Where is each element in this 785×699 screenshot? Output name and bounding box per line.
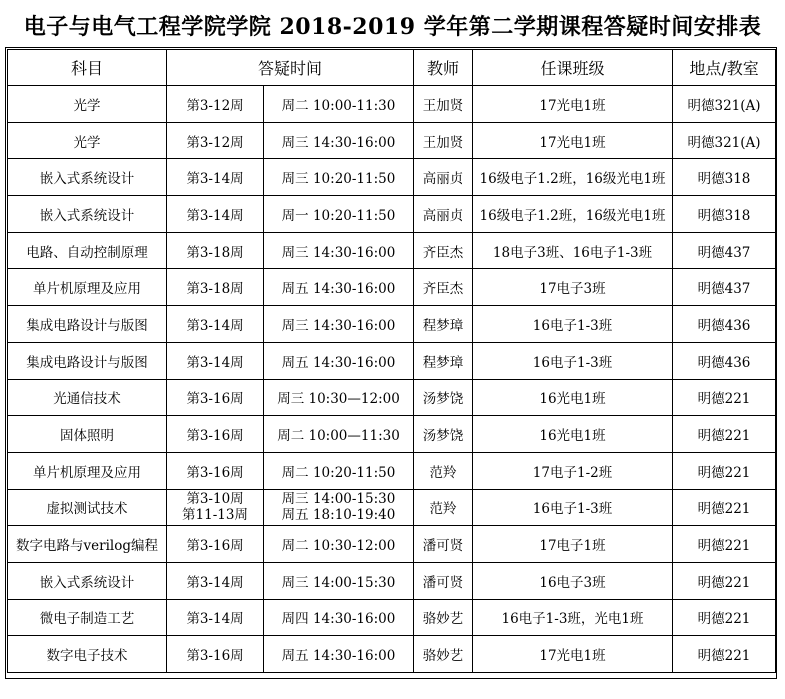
cell-subject: 电路、自动控制原理 xyxy=(8,232,167,269)
table-row xyxy=(8,379,776,416)
table-row xyxy=(8,86,776,123)
cell-location: 明德221 xyxy=(673,526,776,563)
cell-time: 周二 10:20-11:50 xyxy=(264,452,414,489)
cell-teacher: 高丽贞 xyxy=(414,196,473,233)
cell-time: 周五 14:30-16:00 xyxy=(264,269,414,306)
cell-weeks: 第3-16周 xyxy=(167,636,264,673)
cell-time: 周三 14:30-16:00 xyxy=(264,306,414,343)
table-row xyxy=(8,526,776,563)
cell-class: 18电子3班、16电子1-3班 xyxy=(473,232,673,269)
cell-subject: 数字电子技术 xyxy=(8,636,167,673)
cell-time: 周四 14:30-16:00 xyxy=(264,599,414,636)
cell-class: 16光电1班 xyxy=(473,416,673,453)
cell-class: 17电子3班 xyxy=(473,269,673,306)
cell-weeks: 第3-12周 xyxy=(167,122,264,159)
cell-time: 周三 10:30—12:00 xyxy=(264,379,414,416)
table-row xyxy=(8,636,776,673)
header-location: 地点/教室 xyxy=(673,50,776,86)
cell-time: 周三 10:20-11:50 xyxy=(264,159,414,196)
cell-location: 明德221 xyxy=(673,452,776,489)
cell-time: 周一 10:20-11:50 xyxy=(264,196,414,233)
cell-location: 明德318 xyxy=(673,196,776,233)
cell-class: 17电子1-2班 xyxy=(473,452,673,489)
header-class: 任课班级 xyxy=(473,50,673,86)
cell-class: 17光电1班 xyxy=(473,86,673,123)
table-row xyxy=(8,232,776,269)
cell-subject: 嵌入式系统设计 xyxy=(8,159,167,196)
table-row xyxy=(8,599,776,636)
schedule-table xyxy=(7,49,776,673)
cell-weeks: 第3-16周 xyxy=(167,526,264,563)
cell-subject: 单片机原理及应用 xyxy=(8,452,167,489)
cell-subject: 光通信技术 xyxy=(8,379,167,416)
cell-teacher: 程梦璋 xyxy=(414,306,473,343)
cell-teacher: 程梦璋 xyxy=(414,342,473,379)
cell-teacher: 骆妙艺 xyxy=(414,599,473,636)
cell-teacher: 高丽贞 xyxy=(414,159,473,196)
cell-location: 明德221 xyxy=(673,636,776,673)
cell-subject: 微电子制造工艺 xyxy=(8,599,167,636)
header-time: 答疑时间 xyxy=(167,50,414,86)
cell-class: 16电子1-3班 xyxy=(473,306,673,343)
cell-teacher: 范羚 xyxy=(414,452,473,489)
header-subject: 科目 xyxy=(8,50,167,86)
cell-weeks: 第3-14周 xyxy=(167,599,264,636)
cell-subject: 嵌入式系统设计 xyxy=(8,562,167,599)
cell-weeks: 第3-16周 xyxy=(167,379,264,416)
cell-weeks: 第3-12周 xyxy=(167,86,264,123)
cell-weeks: 第3-16周 xyxy=(167,452,264,489)
cell-class: 16级电子1.2班，16级光电1班 xyxy=(473,159,673,196)
cell-teacher: 潘可贤 xyxy=(414,562,473,599)
cell-class: 16电子1-3班 xyxy=(473,342,673,379)
table-row xyxy=(8,159,776,196)
cell-teacher: 骆妙艺 xyxy=(414,636,473,673)
table-row xyxy=(8,416,776,453)
cell-time: 周二 10:30-12:00 xyxy=(264,526,414,563)
table-row xyxy=(8,122,776,159)
cell-weeks: 第3-18周 xyxy=(167,232,264,269)
cell-location: 明德221 xyxy=(673,599,776,636)
cell-teacher: 汤梦饶 xyxy=(414,379,473,416)
cell-location: 明德321(A) xyxy=(673,122,776,159)
table-row xyxy=(8,452,776,489)
cell-class: 16级电子1.2班，16级光电1班 xyxy=(473,196,673,233)
cell-subject: 集成电路设计与版图 xyxy=(8,306,167,343)
table-row xyxy=(8,342,776,379)
cell-time: 周三 14:30-16:00 xyxy=(264,122,414,159)
cell-class: 16电子1-3班 xyxy=(473,489,673,526)
cell-class: 16光电1班 xyxy=(473,379,673,416)
page-title: 电子与电气工程学院学院 2018-2019 学年第二学期课程答疑时间安排表 xyxy=(23,14,762,40)
cell-time-line: 周三 14:00-15:30 xyxy=(281,491,396,508)
cell-location: 明德318 xyxy=(673,159,776,196)
header-teacher: 教师 xyxy=(414,50,473,86)
cell-teacher: 王加贤 xyxy=(414,86,473,123)
cell-weeks: 第3-14周 xyxy=(167,342,264,379)
table-row xyxy=(8,269,776,306)
cell-class: 16电子3班 xyxy=(473,562,673,599)
cell-weeks-line: 第3-10周 xyxy=(186,491,244,508)
cell-location: 明德321(A) xyxy=(673,86,776,123)
cell-subject: 光学 xyxy=(8,122,167,159)
cell-class: 17光电1班 xyxy=(473,122,673,159)
cell-weeks: 第3-14周 xyxy=(167,562,264,599)
cell-location: 明德221 xyxy=(673,416,776,453)
table-row xyxy=(8,562,776,599)
cell-teacher: 汤梦饶 xyxy=(414,416,473,453)
cell-class: 17光电1班 xyxy=(473,636,673,673)
cell-time: 周二 10:00-11:30 xyxy=(264,86,414,123)
cell-location: 明德221 xyxy=(673,379,776,416)
cell-subject: 固体照明 xyxy=(8,416,167,453)
cell-weeks: 第3-14周 xyxy=(167,306,264,343)
cell-location: 明德436 xyxy=(673,306,776,343)
cell-subject: 数字电路与verilog编程 xyxy=(8,526,167,563)
cell-weeks: 第3-14周 xyxy=(167,159,264,196)
cell-location: 明德436 xyxy=(673,342,776,379)
cell-subject: 虚拟测试技术 xyxy=(8,489,167,526)
cell-class: 17电子1班 xyxy=(473,526,673,563)
cell-teacher: 齐臣杰 xyxy=(414,269,473,306)
cell-subject: 集成电路设计与版图 xyxy=(8,342,167,379)
cell-location: 明德437 xyxy=(673,232,776,269)
cell-teacher: 齐臣杰 xyxy=(414,232,473,269)
cell-time: 周五 14:30-16:00 xyxy=(264,636,414,673)
cell-time-line: 周五 18:10-19:40 xyxy=(281,507,396,524)
cell-teacher: 王加贤 xyxy=(414,122,473,159)
table-header-row xyxy=(8,50,776,86)
table-row xyxy=(8,196,776,233)
cell-time: 周五 14:30-16:00 xyxy=(264,342,414,379)
cell-time xyxy=(264,489,414,526)
cell-location: 明德221 xyxy=(673,489,776,526)
cell-subject: 光学 xyxy=(8,86,167,123)
cell-weeks: 第3-14周 xyxy=(167,196,264,233)
cell-subject: 单片机原理及应用 xyxy=(8,269,167,306)
cell-time: 周二 10:00—11:30 xyxy=(264,416,414,453)
cell-time: 周三 14:00-15:30 xyxy=(264,562,414,599)
cell-location: 明德221 xyxy=(673,562,776,599)
table-row xyxy=(8,489,776,526)
cell-time: 周三 14:30-16:00 xyxy=(264,232,414,269)
cell-teacher: 范羚 xyxy=(414,489,473,526)
cell-teacher: 潘可贤 xyxy=(414,526,473,563)
cell-location: 明德437 xyxy=(673,269,776,306)
cell-weeks: 第3-18周 xyxy=(167,269,264,306)
cell-weeks-line: 第11-13周 xyxy=(182,507,248,524)
cell-subject: 嵌入式系统设计 xyxy=(8,196,167,233)
cell-class: 16电子1-3班，光电1班 xyxy=(473,599,673,636)
cell-weeks xyxy=(167,489,264,526)
table-row xyxy=(8,306,776,343)
cell-weeks: 第3-16周 xyxy=(167,416,264,453)
